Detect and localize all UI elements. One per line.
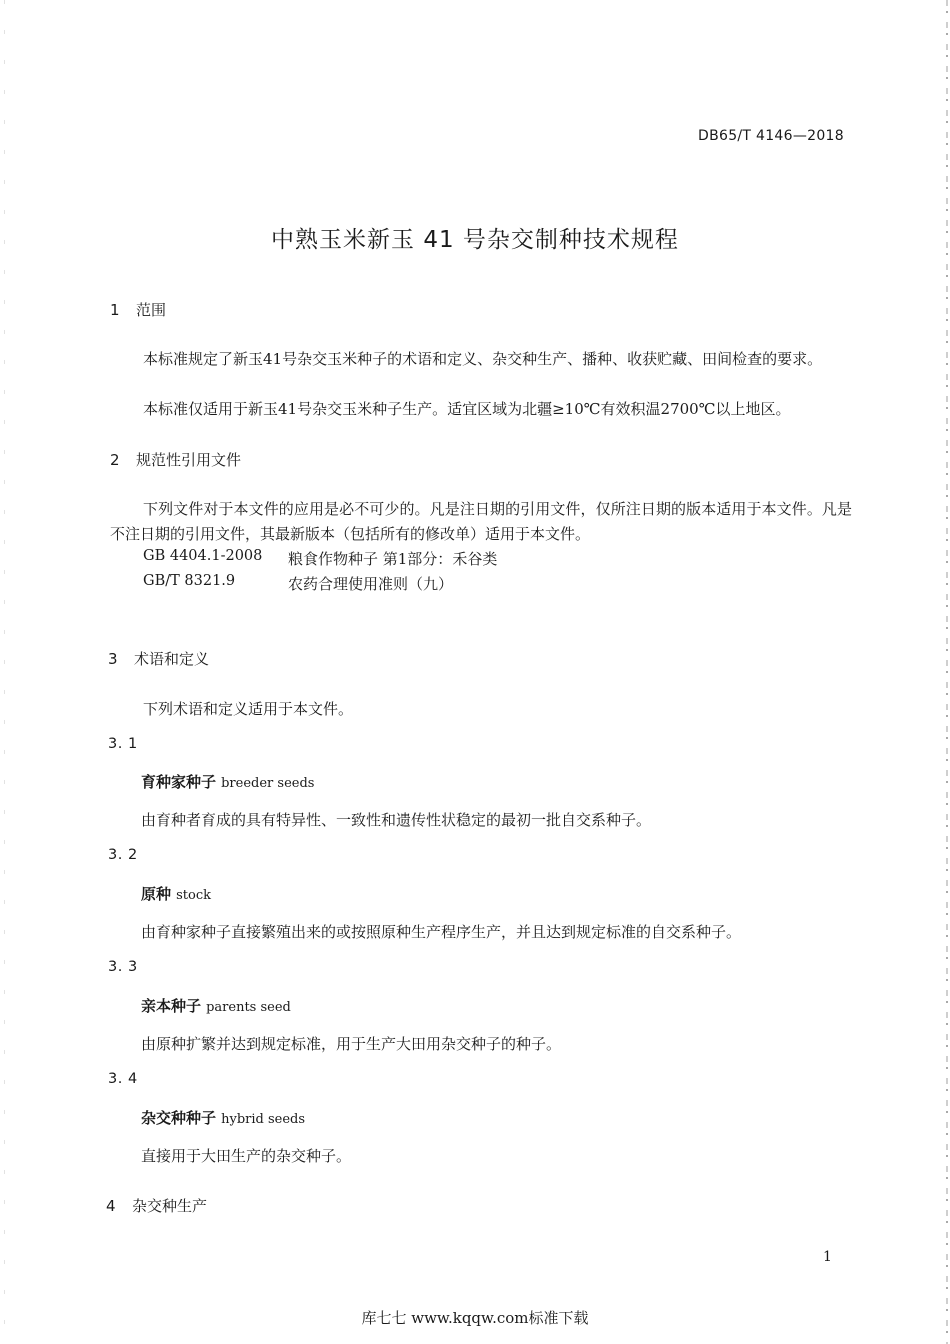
term-definition: 由育种家种子直接繁殖出来的或按照原种生产程序生产，并且达到规定标准的自交系种子。 <box>141 923 742 941</box>
term-heading <box>141 771 314 792</box>
section-title: 规范性引用文件 <box>136 451 242 469</box>
reference-code: GB/T 8321.9 <box>143 573 236 589</box>
section-2-heading <box>110 449 241 470</box>
section-2-paragraph-1: 下列文件对于本文件的应用是必不可少的。凡是注日期的引用文件，仅所注日期的版本适用于本文件。凡是不注日期的引用文件，其最新版本（包括所有的修改单）适用于本文件。 <box>110 500 852 543</box>
section-4-heading <box>106 1195 207 1216</box>
section-title: 范围 <box>136 301 167 319</box>
term-zh: 育种家种子 <box>141 773 217 791</box>
term-number: 3. 3 <box>108 959 138 975</box>
term-en: parents seed <box>206 1000 291 1015</box>
section-number: 2 <box>110 451 120 469</box>
term-number: 3. 4 <box>108 1071 138 1087</box>
section-title: 术语和定义 <box>134 650 210 668</box>
section-number: 3 <box>108 650 118 668</box>
scan-edge-right <box>946 0 948 1344</box>
section-number: 4 <box>106 1197 116 1215</box>
reference-title: 农药合理使用准则（九） <box>288 575 454 593</box>
term-number: 3. 2 <box>108 847 138 863</box>
term-heading <box>141 883 211 904</box>
reference-code: GB 4404.1-2008 <box>143 548 263 564</box>
section-3-intro: 下列术语和定义适用于本文件。 <box>143 700 354 718</box>
term-definition: 由育种者育成的具有特异性、一致性和遗传性状稳定的最初一批自交系种子。 <box>141 811 652 829</box>
section-number: 1 <box>110 301 120 319</box>
term-en: stock <box>176 888 211 903</box>
term-en: breeder seeds <box>221 776 315 791</box>
document-title: 中熟玉米新玉 41 号杂交制种技术规程 <box>271 227 679 253</box>
scan-edge-left <box>4 0 5 1344</box>
term-heading <box>141 995 291 1016</box>
page-number: 1 <box>823 1249 832 1265</box>
term-zh: 杂交种种子 <box>141 1109 217 1127</box>
term-heading <box>141 1107 305 1128</box>
standard-code: DB65/T 4146—2018 <box>698 128 844 144</box>
term-en: hybrid seeds <box>221 1112 306 1127</box>
term-definition: 直接用于大田生产的杂交种子。 <box>141 1147 352 1165</box>
term-zh: 亲本种子 <box>141 997 202 1015</box>
reference-title: 粮食作物种子 第1部分：禾谷类 <box>288 550 498 568</box>
section-title: 杂交种生产 <box>132 1197 208 1215</box>
section-3-heading <box>108 648 209 669</box>
section-1-heading <box>110 299 166 320</box>
section-1-paragraph-1: 本标准规定了新玉41号杂交玉米种子的术语和定义、杂交种生产、播种、收获贮藏、田间检查的要求。 <box>143 350 823 368</box>
term-number: 3. 1 <box>108 736 138 752</box>
footer-watermark: 库七七 www.kqqw.com标准下载 <box>361 1309 589 1327</box>
term-definition: 由原种扩繁并达到规定标准，用于生产大田用杂交种子的种子。 <box>141 1035 562 1053</box>
term-zh: 原种 <box>141 885 172 903</box>
section-1-paragraph-2: 本标准仅适用于新玉41号杂交玉米种子生产。适宜区域为北疆≥10℃有效积温2700℃以上地区。 <box>143 400 791 418</box>
